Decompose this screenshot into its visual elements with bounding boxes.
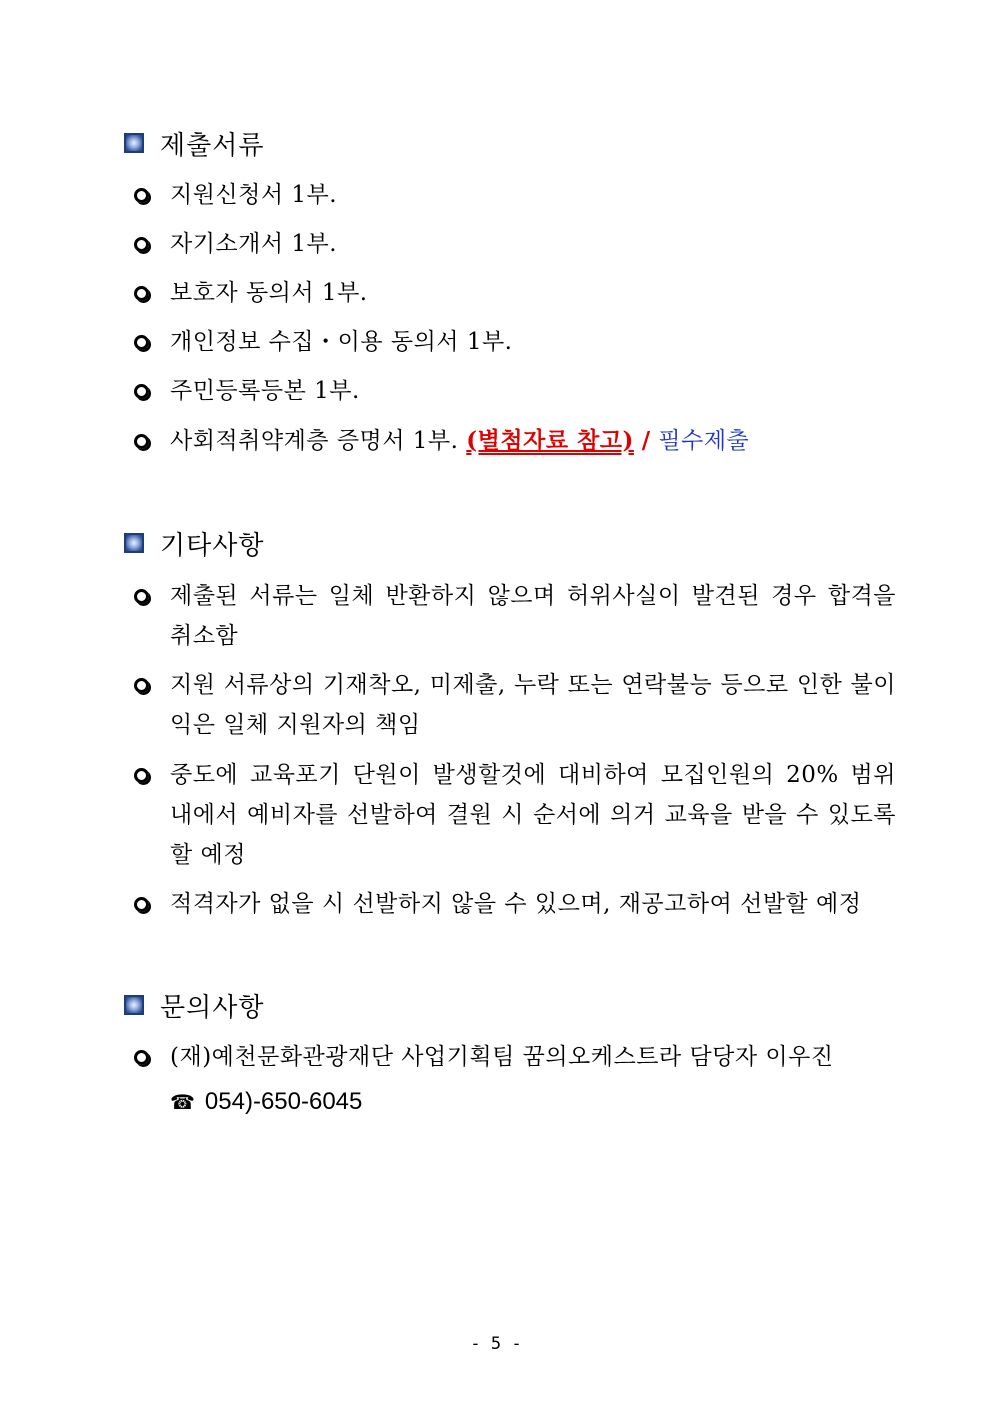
square-bullet-icon (124, 133, 144, 153)
list-item (134, 322, 896, 362)
circle-bullet-icon (134, 434, 149, 449)
list-item-text: 적격자가 없을 시 선발하지 않을 수 있으며, 재공고하여 선발할 예정 (170, 891, 862, 917)
list-item (134, 273, 896, 313)
list-item-text: 중도에 교육포기 단원이 발생할것에 대비하여 모집인원의 20% 범위 내에서 예비자를 선발하여 결원 시 순서에 의거 교육을 받을 수 있도록 할 예정 (170, 762, 896, 868)
section-header-other (124, 526, 264, 560)
list-item (134, 665, 896, 745)
list-item-text: 제출된 서류는 일체 반환하지 않으며 허위사실이 발견된 경우 합격을 취소함 (170, 583, 896, 649)
list-item-text: 개인정보 수집・이용 동의서 1부. (170, 329, 513, 355)
list-item (134, 1037, 896, 1077)
section-title: 문의사항 (160, 992, 265, 1023)
circle-bullet-icon (134, 1050, 149, 1065)
circle-bullet-icon (134, 678, 149, 693)
section-header-inquiry (124, 988, 264, 1022)
circle-bullet-icon (134, 286, 149, 301)
phone-number: 054)-650-6045 (204, 1088, 363, 1115)
list-item (134, 755, 896, 875)
contact-person-text: (재)예천문화관광재단 사업기획팀 꿈의오케스트라 담당자 이우진 (170, 1044, 834, 1070)
page-number: - 5 - (470, 1334, 522, 1354)
item-main-text: 사회적취약계층 증명서 1부. (170, 428, 459, 454)
list-item-text: 자기소개서 1부. (170, 231, 338, 257)
list-item-text: 지원 서류상의 기재착오, 미제출, 누락 또는 연락불능 등으로 인한 불이익은 일체 지원자의 책임 (170, 672, 896, 738)
required-note: 필수제출 (658, 428, 750, 454)
list-item (134, 224, 896, 264)
circle-bullet-icon (134, 237, 149, 252)
list-item-text: 지원신청서 1부. (170, 182, 338, 208)
circle-bullet-icon (134, 897, 149, 912)
list-item-text: 주민등록등본 1부. (170, 378, 360, 404)
section-title: 제출서류 (160, 130, 265, 161)
circle-bullet-icon (134, 188, 149, 203)
list-item (134, 884, 896, 924)
telephone-icon: ☎ (170, 1090, 195, 1114)
separator-slash: / (641, 427, 651, 454)
list-item (134, 576, 896, 656)
section-title: 기타사항 (160, 530, 265, 561)
list-item-text (170, 421, 896, 461)
section-header-documents (124, 126, 264, 160)
list-item (134, 371, 896, 411)
list-item (134, 421, 896, 461)
list-item (134, 175, 896, 215)
list-item-text: 보호자 동의서 1부. (170, 280, 368, 306)
circle-bullet-icon (134, 768, 149, 783)
circle-bullet-icon (134, 384, 149, 399)
phone-line (170, 1088, 362, 1116)
square-bullet-icon (124, 533, 144, 553)
square-bullet-icon (124, 995, 144, 1015)
circle-bullet-icon (134, 335, 149, 350)
attachment-reference-note: (별첨자료 참고) (466, 427, 634, 454)
circle-bullet-icon (134, 589, 149, 604)
